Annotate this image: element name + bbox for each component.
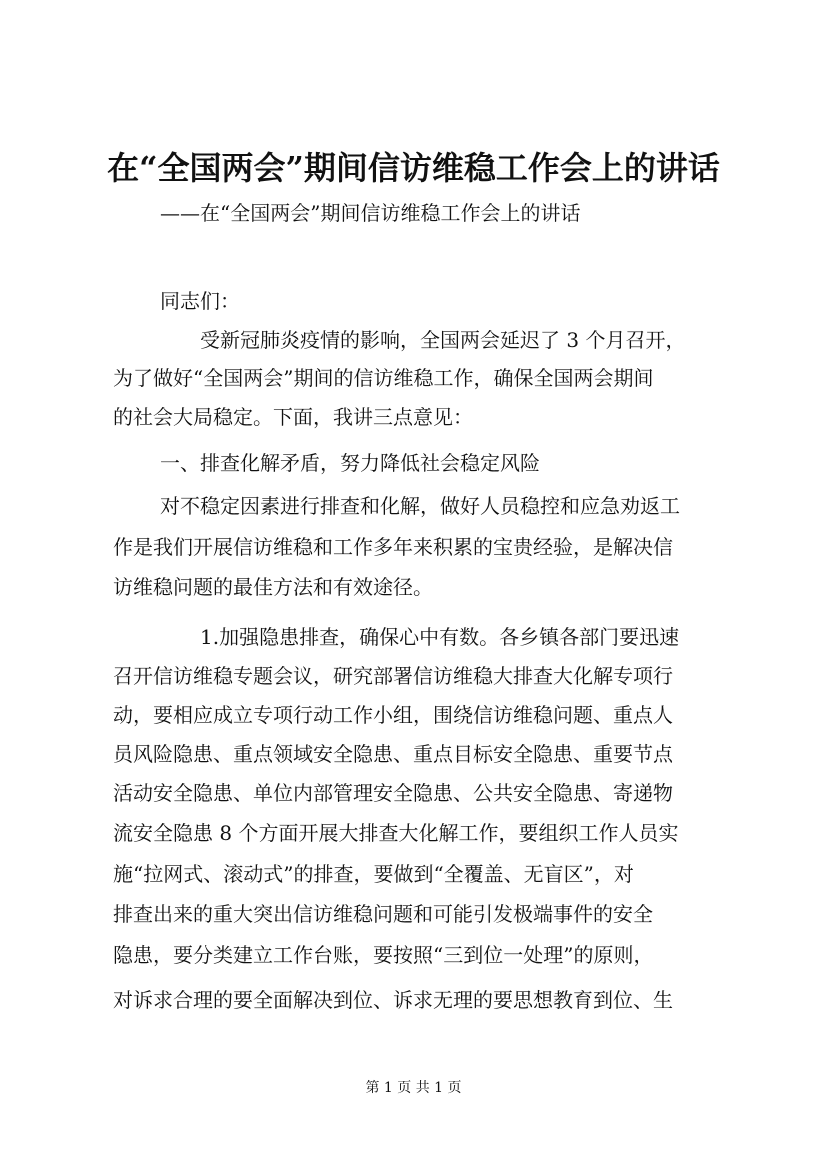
paragraph-line: 作是我们开展信访维稳和工作多年来积累的宝贵经验，是解决信 bbox=[113, 535, 673, 559]
paragraph-line: 的社会大局稳定。下面，我讲三点意见： bbox=[113, 405, 473, 429]
paragraph-line: 为了做好“全国两会”期间的信访维稳工作，确保全国两会期间 bbox=[113, 366, 654, 390]
page-number-footer: 第 1 页 共 1 页 bbox=[365, 1080, 462, 1096]
document-title: 在“全国两会”期间信访维稳工作会上的讲话 bbox=[107, 149, 720, 187]
paragraph-line: 对不稳定因素进行排查和化解，做好人员稳控和应急劝返工 bbox=[160, 494, 680, 518]
paragraph-line: 员风险隐患、重点领域安全隐患、重点目标安全隐患、重要节点 bbox=[113, 742, 673, 766]
paragraph-line: 流安全隐患 8 个方面开展大排查大化解工作，要组织工作人员实 bbox=[113, 821, 679, 845]
paragraph-line: 1.加强隐患排查，确保心中有数。各乡镇各部门要迅速 bbox=[200, 625, 680, 649]
paragraph-line: 施“拉网式、滚动式”的排查，要做到“全覆盖、无盲区”，对 bbox=[113, 862, 634, 886]
paragraph-line: 活动安全隐患、单位内部管理安全隐患、公共安全隐患、寄递物 bbox=[113, 781, 673, 805]
paragraph-line: 访维稳问题的最佳方法和有效途径。 bbox=[113, 575, 433, 599]
paragraph-line: 隐患，要分类建立工作台账，要按照“三到位一处理”的原则， bbox=[113, 943, 654, 967]
paragraph-line: 受新冠肺炎疫情的影响，全国两会延迟了 3 个月召开， bbox=[200, 328, 686, 352]
salutation: 同志们： bbox=[160, 289, 240, 313]
paragraph-line: 召开信访维稳专题会议，研究部署信访维稳大排查大化解专项行 bbox=[113, 664, 673, 688]
paragraph-line: 对诉求合理的要全面解决到位、诉求无理的要思想教育到位、生 bbox=[113, 988, 673, 1012]
document-subtitle: ——在“全国两会”期间信访维稳工作会上的讲话 bbox=[160, 201, 581, 225]
paragraph-line: 动，要相应成立专项行动工作小组，围绕信访维稳问题、重点人 bbox=[113, 703, 673, 727]
section-heading: 一、排查化解矛盾，努力降低社会稳定风险 bbox=[160, 451, 540, 475]
paragraph-line: 排查出来的重大突出信访维稳问题和可能引发极端事件的安全 bbox=[113, 902, 653, 926]
